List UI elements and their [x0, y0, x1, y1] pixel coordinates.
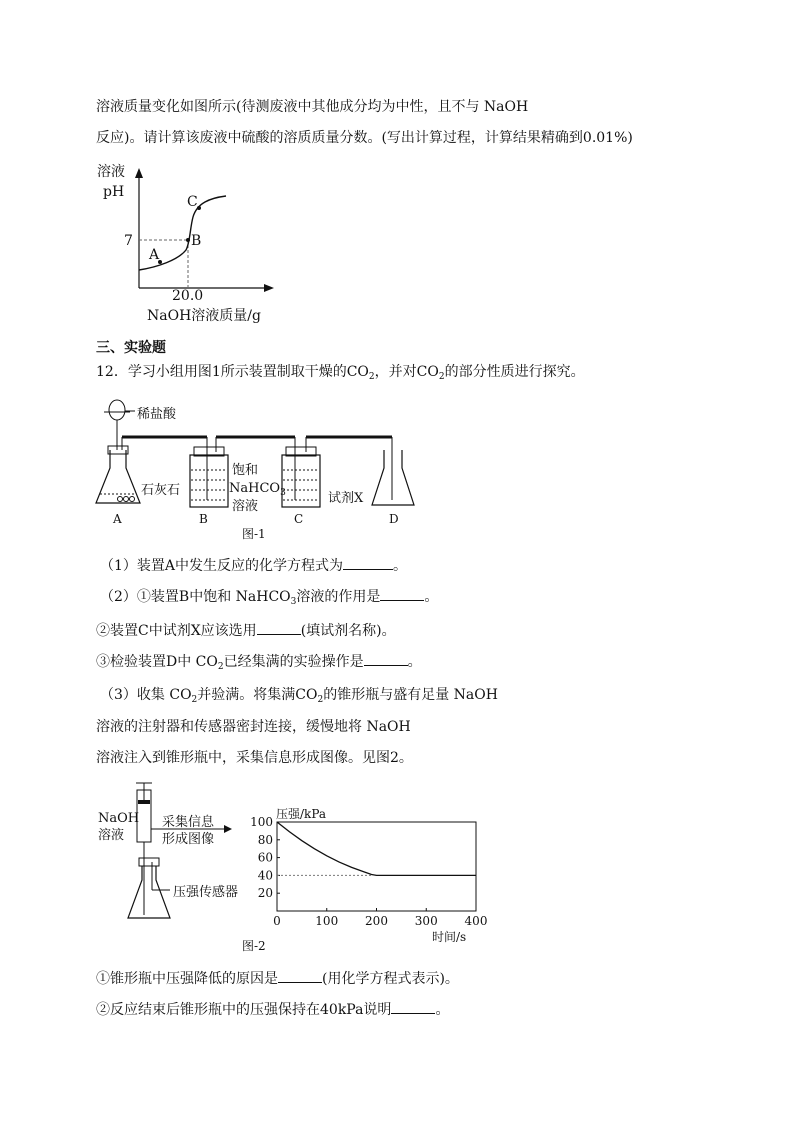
- y-tick-label: 60: [257, 850, 273, 865]
- ph-ylabel-2: pH: [103, 184, 125, 200]
- bottle-b: [190, 455, 228, 507]
- label-reagent-x: 试剂X: [328, 491, 364, 506]
- q12-part2: （2）①装置B中饱和 NaHCO$_3$溶液的作用是 。: [100, 586, 438, 612]
- label-b: B: [199, 512, 208, 526]
- pressure-series-line: [277, 822, 476, 875]
- label-pressure-sensor: 压强传感器: [173, 885, 239, 900]
- section-heading: 三、实验题: [96, 340, 166, 356]
- label-form-image: 形成图像: [162, 832, 215, 847]
- x-tick-label: 400: [464, 914, 488, 928]
- q12-part2-3: ③检验装置D中 $CO_2$已经集满的实验操作是 。: [96, 651, 422, 677]
- bottle-c: [282, 455, 320, 507]
- q11-text-line1: 溶液质量变化如图所示(待测废液中其他成分均为中性，且不与 NaOH: [96, 99, 529, 115]
- fig2-caption: 图-2: [242, 939, 266, 953]
- ph-ylabel-1: 溶液: [97, 164, 125, 180]
- conical-flask: [128, 866, 170, 918]
- q12-intro: 12．学习小组用图1所示装置制取干燥的$CO_2$，并对$CO_2$的部分性质进行探究。: [96, 364, 585, 382]
- y-tick-label: 100: [250, 815, 273, 829]
- label-dilute-hcl: 稀盐酸: [137, 407, 177, 422]
- q12-part1: （1）装置A中发生反应的化学方程式为 。: [100, 555, 407, 576]
- fig1-caption: 图-1: [242, 527, 266, 541]
- y-tick-label: 40: [257, 868, 273, 883]
- x-tick-label: 0: [273, 914, 281, 928]
- ph-point-b: [186, 238, 190, 242]
- label-a: A: [113, 512, 122, 526]
- stopper-a: [108, 446, 128, 454]
- apparatus-figure-1: [90, 393, 420, 548]
- flask-d: [372, 450, 414, 505]
- flask-a: [96, 450, 140, 503]
- q11-text-line2: 反应)。请计算该废液中硫酸的溶质质量分数。(写出计算过程，计算结果精确到0.01%): [96, 130, 633, 146]
- ph-label-a: A: [149, 247, 160, 263]
- label-d: D: [389, 512, 399, 526]
- ph-curve-figure: [90, 150, 290, 330]
- separatory-funnel: [109, 400, 125, 420]
- ph-xlabel: NaOH溶液质量/g: [147, 308, 261, 324]
- apparatus-figure-2: [90, 780, 500, 960]
- ph-xtick-20: 20.0: [172, 288, 204, 304]
- x-tick-label: 100: [315, 914, 339, 928]
- pressure-chart-frame: [277, 822, 476, 911]
- q12-part2-2: ②装置C中试剂X应该选用 (填试剂名称)。: [96, 620, 396, 641]
- label-nahco3: NaHCO$_3$: [229, 481, 286, 498]
- x-tick-label: 300: [414, 914, 438, 928]
- label-naoh: NaOH: [98, 811, 140, 826]
- label-c: C: [294, 512, 304, 526]
- ph-label-b: B: [191, 233, 202, 249]
- label-naoh-solution: 溶液: [98, 828, 125, 843]
- q12-part3-line2: 溶液的注射器和传感器密封连接，缓慢地将 NaOH: [96, 719, 411, 735]
- y-tick-label: 80: [257, 832, 273, 847]
- ph-y-arrow: [135, 168, 143, 178]
- ph-ytick-7: 7: [124, 233, 133, 249]
- chart-ylabel: 压强/kPa: [276, 807, 327, 821]
- y-tick-label: 20: [257, 886, 273, 901]
- label-saturated: 饱和: [232, 463, 259, 478]
- q12-part3-2: ②反应结束后锥形瓶中的压强保持在40kPa说明 。: [96, 999, 449, 1020]
- ph-x-arrow: [264, 284, 274, 292]
- q12-part3-line3: 溶液注入到锥形瓶中，采集信息形成图像。见图2。: [96, 750, 413, 766]
- ph-label-c: C: [187, 194, 198, 210]
- label-solution: 溶液: [232, 499, 259, 514]
- q12-part3: （3）收集 $CO_2$并验满。将集满$CO_2$的锥形瓶与盛有足量 NaOH: [100, 687, 498, 705]
- label-collect-info: 采集信息: [162, 815, 215, 830]
- q12-part3-1: ①锥形瓶中压强降低的原因是 (用化学方程式表示)。: [96, 968, 459, 989]
- label-limestone: 石灰石: [141, 483, 181, 498]
- chart-xlabel: 时间/s: [432, 930, 467, 944]
- x-tick-label: 200: [365, 914, 388, 928]
